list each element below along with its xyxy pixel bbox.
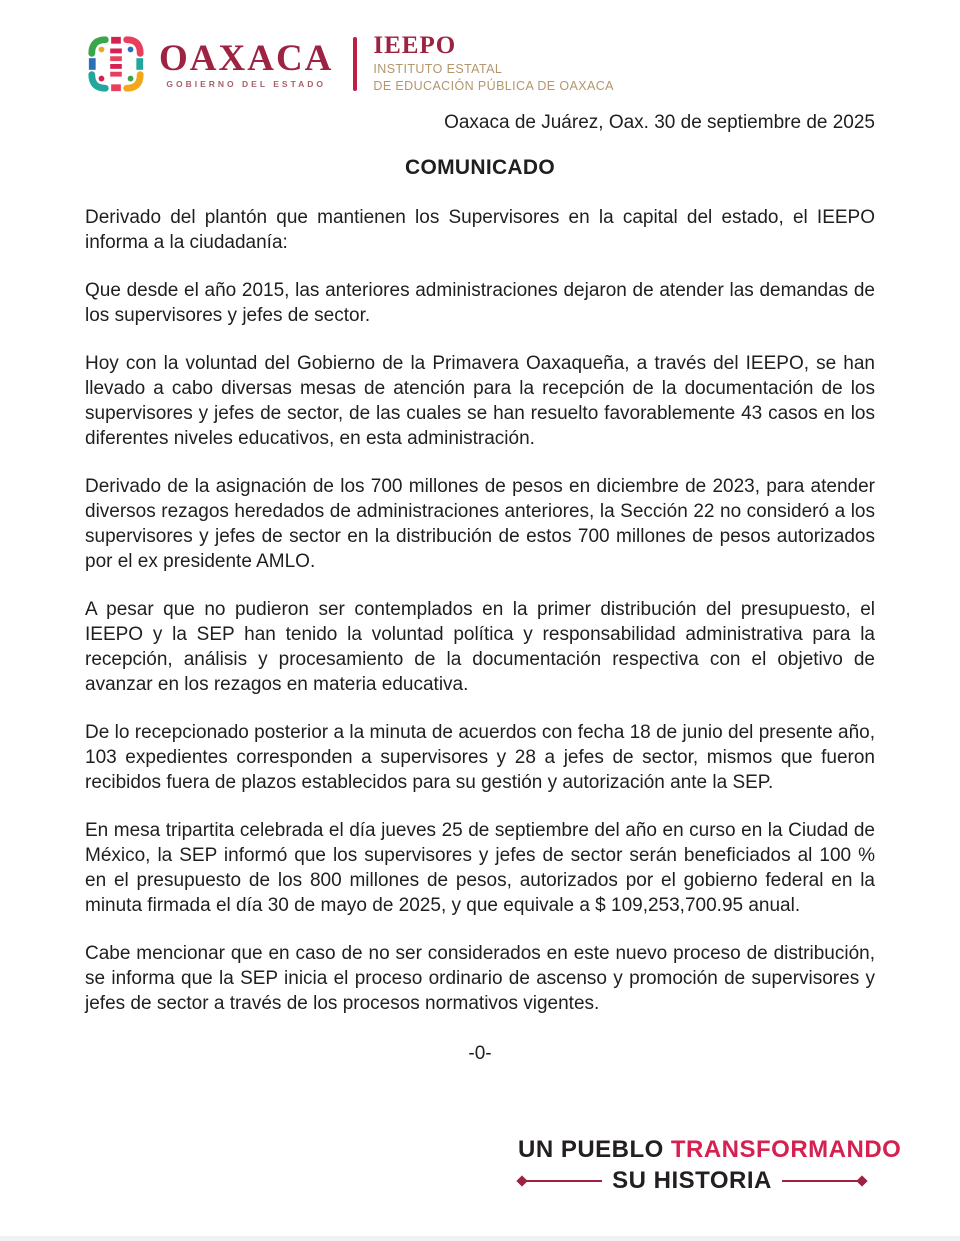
diamond-right-icon — [856, 1175, 867, 1186]
ieepo-subtitle-line2: DE EDUCACIÓN PÚBLICA DE OAXACA — [373, 79, 614, 94]
footer-slogan — [518, 1136, 902, 1195]
rule-left — [526, 1180, 602, 1182]
letterhead — [85, 28, 875, 100]
ieepo-subtitle-line1: INSTITUTO ESTATAL — [373, 61, 503, 76]
paragraph-5: A pesar que no pudieron ser contemplados en la primer distribución del presupuesto, el IEEPO y la SEP han tenido la voluntad política y responsabilidad administrativa para la recepción, análisis y procesamiento de la documentación respectiva con el objetivo de avanzar en los rezagos en materia educativa. — [85, 599, 875, 695]
oaxaca-emblem-icon — [85, 33, 147, 95]
dateline: Oaxaca de Juárez, Oax. 30 de septiembre de 2025 — [444, 112, 875, 133]
page-bottom-edge — [0, 1236, 960, 1241]
rule-right — [782, 1180, 858, 1182]
paragraph-1: Derivado del plantón que mantienen los Supervisores en la capital del estado, el IEEPO informa a la ciudadanía: — [85, 207, 875, 253]
document-title: COMUNICADO — [405, 156, 555, 179]
paragraph-6: De lo recepcionado posterior a la minuta de acuerdos con fecha 18 de junio del presente año, 103 expedientes corresponden a supervisores y 28 a jefes de sector, mismos que fueron recibidos fuera de plazos establecidos para su gestión y autorización ante la SEP. — [85, 722, 875, 793]
logo-divider — [353, 37, 357, 91]
paragraph-8: Cabe mencionar que en caso de no ser considerados en este nuevo proceso de distribución, se informa que la SEP inicia el proceso ordinario de ascenso y promoción de supervisores y jefes de sector a través de los procesos normativos vigentes. — [85, 943, 875, 1014]
slogan-line-1 — [518, 1136, 902, 1164]
oaxaca-logo-title: OAXACA — [159, 37, 334, 79]
slogan-line-2 — [518, 1167, 866, 1195]
ieepo-logo-block — [373, 33, 614, 95]
paragraph-3: Hoy con la voluntad del Gobierno de la Primavera Oaxaqueña, a través del IEEPO, se han llevado a cabo diversas mesas de atención para la recepción de la documentación de los supervisores y jefes de sector, de las cuales se han resuelto favorablemente 43 casos en los diferentes niveles educativos, en esta administración. — [85, 353, 875, 449]
slogan-transformando: TRANSFORMANDO — [670, 1136, 902, 1163]
ieepo-acronym: IEEPO — [373, 32, 457, 60]
diamond-left-icon — [516, 1175, 527, 1186]
paragraph-7: En mesa tripartita celebrada el día jueves 25 de septiembre del año en curso en la Ciudad de México, la SEP informó que los supervisores y jefes de sector serán beneficiados al 100 % en el presupuesto de los 800 millones de pesos, autorizados por el gobierno federal en la minuta firmada el día 30 de mayo de 2025, y que equivale a $ 109,253,700.95 anual. — [85, 820, 875, 916]
end-mark: -0- — [468, 1043, 492, 1064]
slogan-su-historia: SU HISTORIA — [612, 1167, 772, 1194]
paragraph-2: Que desde el año 2015, las anteriores administraciones dejaron de atender las demandas de los supervisores y jefes de sector. — [85, 280, 875, 326]
slogan-un-pueblo: UN PUEBLO — [518, 1136, 664, 1163]
oaxaca-logo-subtitle: GOBIERNO DEL ESTADO — [166, 78, 327, 89]
paragraph-4: Derivado de la asignación de los 700 millones de pesos en diciembre de 2023, para atender diversos rezagos heredados de administraciones anteriores, la Sección 22 no consideró a los supervisores y jefes de sector en la distribución de estos 700 millones de pesos autorizados por el ex presidente AMLO. — [85, 476, 875, 572]
oaxaca-logo-block — [159, 37, 334, 89]
